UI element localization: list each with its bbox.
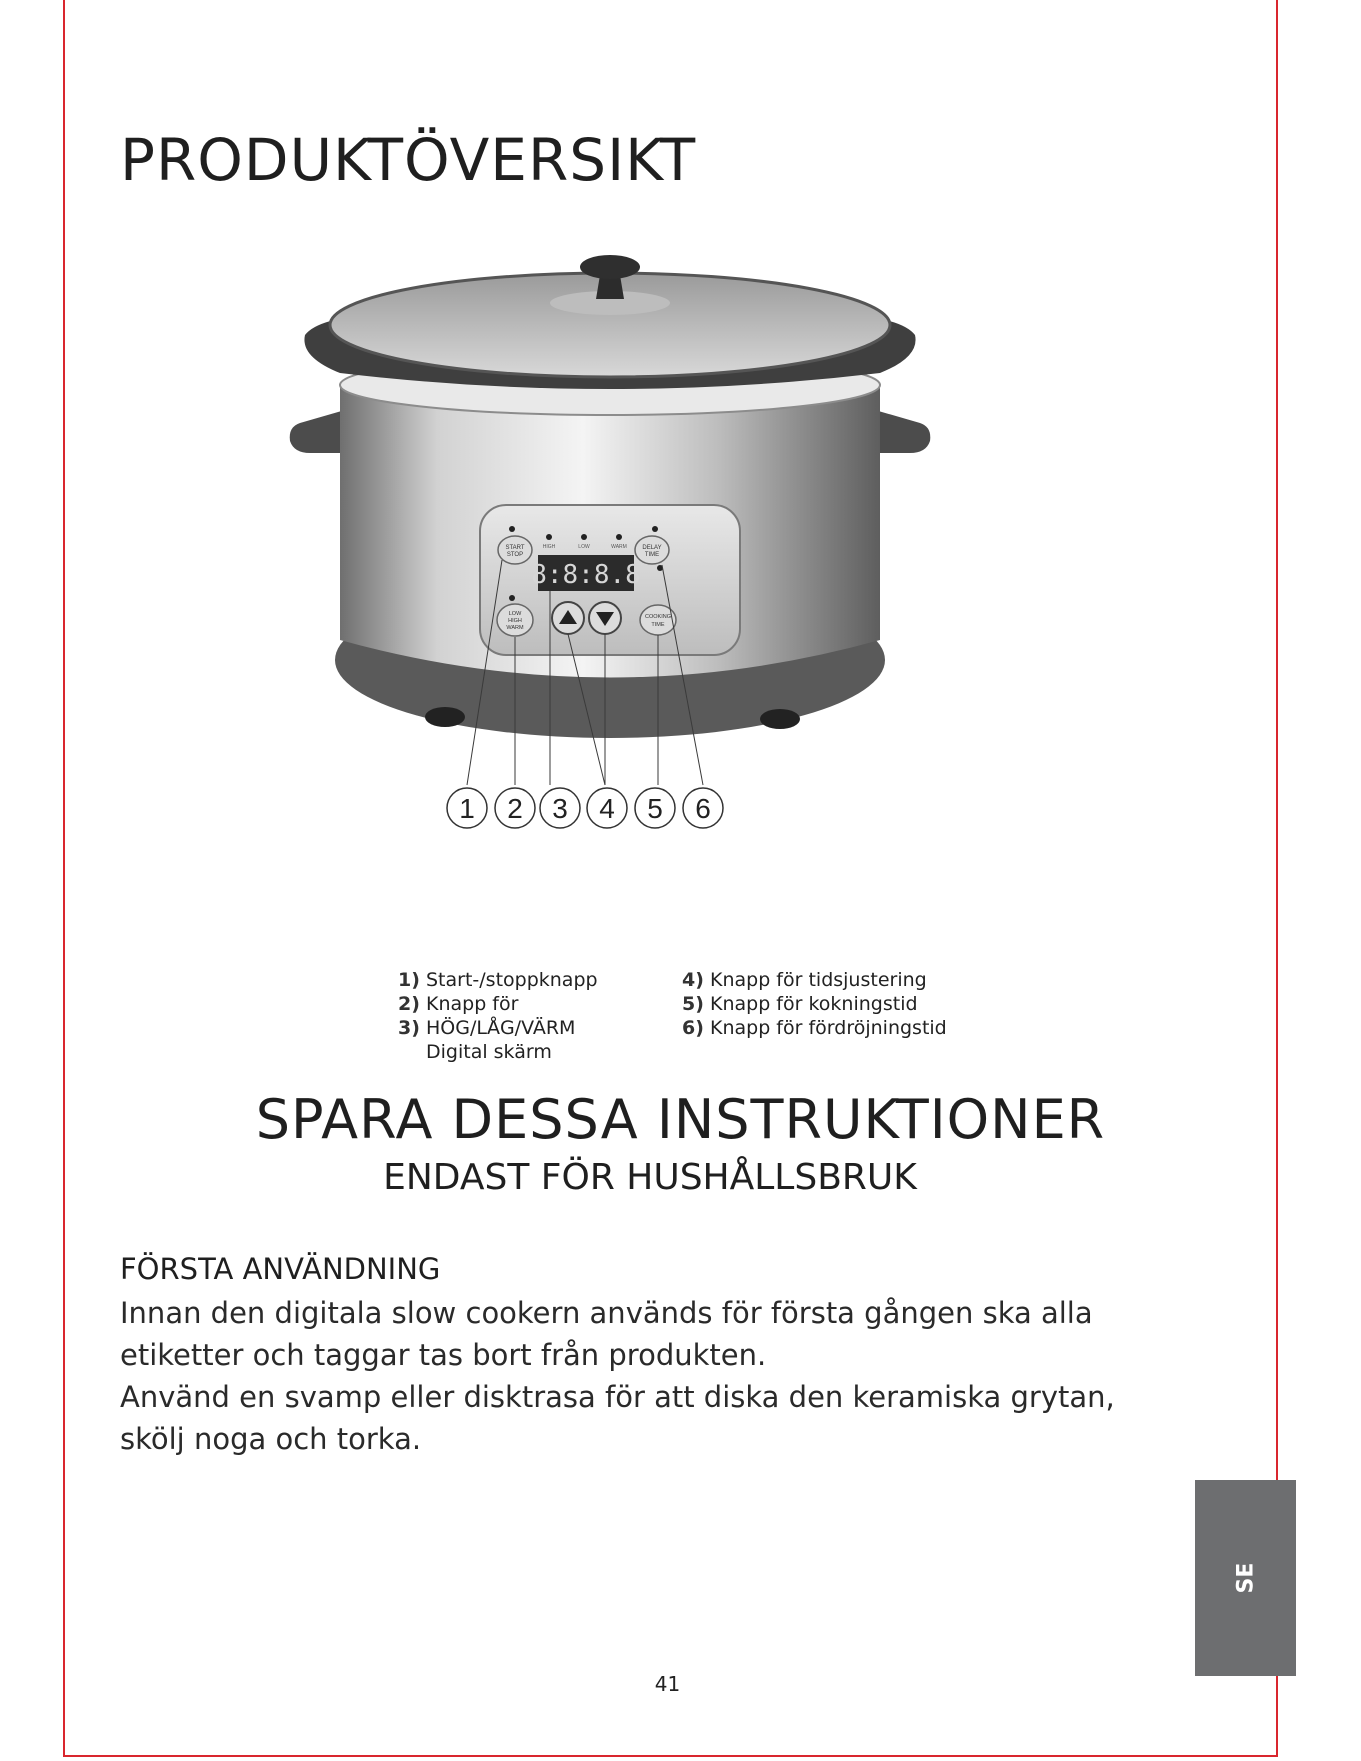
legend-item: 3) HÖG/LÅG/VÄRM <box>398 1017 576 1039</box>
legend-item: 6) Knapp för fördröjningstid <box>682 1017 947 1039</box>
left-foot <box>425 707 465 727</box>
page-title: PRODUKTÖVERSIKT <box>120 126 697 194</box>
svg-text:WARM: WARM <box>506 625 524 631</box>
svg-text:8:8:8.8: 8:8:8.8 <box>531 560 641 590</box>
language-tab <box>1195 1480 1296 1676</box>
first-use-body <box>120 1292 1200 1460</box>
svg-text:TIME: TIME <box>644 552 660 558</box>
svg-text:TIME: TIME <box>651 622 665 628</box>
body-line: Använd en svamp eller disktrasa för att diska den keramiska grytan, <box>120 1380 1115 1414</box>
legend-right <box>682 968 947 1040</box>
body-line: Innan den digitala slow cookern används för första gången ska alla <box>120 1296 1093 1330</box>
callout-4: 4 <box>599 793 615 824</box>
legend-item: 1) Start-/stoppknapp <box>398 969 598 991</box>
callout-2: 2 <box>507 793 523 824</box>
household-use-heading: ENDAST FÖR HUSHÅLLSBRUK <box>383 1157 917 1198</box>
legend-item: 4) Knapp för tidsjustering <box>682 969 927 991</box>
legend-item: Digital skärm <box>426 1041 552 1063</box>
body-line: etiketter och taggar tas bort från produkten. <box>120 1338 767 1372</box>
svg-text:DELAY: DELAY <box>642 545 662 551</box>
callout-1: 1 <box>459 793 475 824</box>
callout-3: 3 <box>552 793 568 824</box>
language-tab-label: SE <box>1233 1562 1258 1594</box>
page-number: 41 <box>654 1672 681 1696</box>
body-line: skölj noga och torka. <box>120 1422 422 1456</box>
svg-text:START: START <box>505 545 525 551</box>
first-use-heading: FÖRSTA ANVÄNDNING <box>120 1252 441 1286</box>
svg-text:HIGH: HIGH <box>542 544 556 550</box>
right-foot <box>760 709 800 729</box>
legend-item: 5) Knapp för kokningstid <box>682 993 918 1015</box>
slow-cooker-illustration <box>280 255 1040 955</box>
svg-text:WARM: WARM <box>611 544 627 550</box>
callout-numbers <box>447 788 723 828</box>
svg-text:HIGH: HIGH <box>508 618 522 624</box>
save-instructions-heading: SPARA DESSA INSTRUKTIONER <box>255 1088 1106 1151</box>
svg-text:STOP: STOP <box>506 552 524 558</box>
callout-6: 6 <box>695 793 711 824</box>
svg-text:LOW: LOW <box>578 544 590 550</box>
legend-item: 2) Knapp för <box>398 993 519 1015</box>
svg-text:LOW: LOW <box>508 611 522 617</box>
svg-text:COOKING: COOKING <box>645 614 671 620</box>
legend-left <box>398 968 598 1064</box>
callout-5: 5 <box>647 793 663 824</box>
